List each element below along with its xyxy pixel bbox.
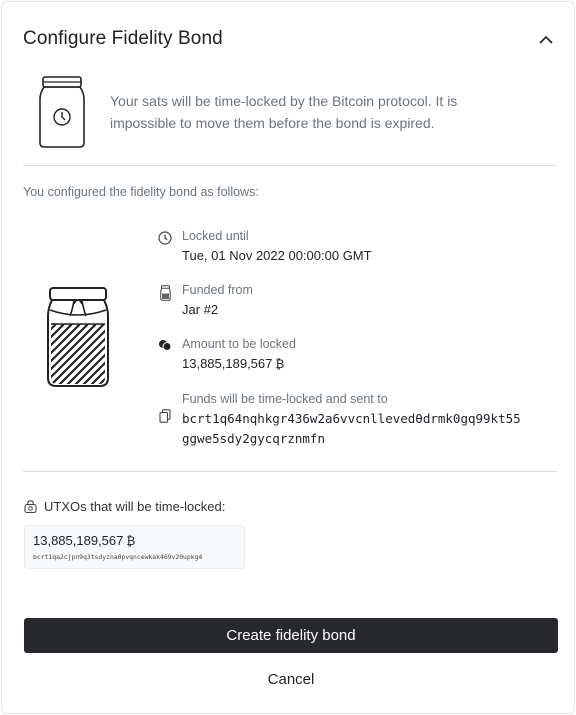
fidelity-bond-card (1, 1, 575, 714)
bitcoin-unit: ₿ (275, 357, 285, 371)
locked-until-value: Tue, 01 Nov 2022 00:00:00 GMT (182, 248, 372, 263)
destination-label: Funds will be time-locked and sent to (182, 392, 388, 406)
chevron-up-icon (539, 35, 553, 44)
create-fidelity-bond-button[interactable]: Create fidelity bond (24, 618, 558, 653)
detail-destination (156, 391, 521, 448)
divider (23, 471, 557, 472)
clipboard-icon[interactable] (159, 409, 171, 423)
lock-icon (24, 500, 37, 513)
detail-funded-from (156, 282, 253, 320)
detail-amount (156, 336, 296, 374)
summary-label: You configured the fidelity bond as follows: (23, 185, 259, 199)
clock-icon (158, 231, 172, 245)
coins-icon (158, 339, 172, 351)
amount-value: 13,885,189,567 (182, 356, 273, 371)
utxo-label-text: UTXOs that will be time-locked: (44, 499, 226, 514)
utxo-amount-row (33, 532, 236, 550)
detail-locked-until (156, 228, 372, 266)
destination-address-line2[interactable]: ggwe5sdy2gycqrznmfn (182, 430, 325, 446)
amount-label: Amount to be locked (182, 337, 296, 351)
utxo-section-label (24, 499, 225, 514)
utxo-address: bcrt1qa2cjpn9q3tsdyzna0pvqncewkak469v20upkg4 (33, 553, 203, 561)
jar-clock-icon (38, 75, 86, 149)
card-title: Configure Fidelity Bond (23, 28, 223, 49)
intro-text: Your sats will be time-locked by the Bitcoin protocol. It is impossible to move them before the bond is expired. (110, 93, 458, 131)
jar-small-icon (160, 285, 171, 301)
locked-until-label: Locked until (182, 229, 249, 243)
collapse-button[interactable] (535, 28, 557, 50)
destination-address-line1[interactable]: bcrt1q64nqhkgr436w2a6vvcnllevedθdrmk0gq99kt55 (182, 411, 521, 426)
funded-from-label: Funded from (182, 283, 253, 297)
divider (23, 165, 557, 166)
utxo-item (24, 525, 245, 569)
utxo-amount: 13,885,189,567 (33, 533, 124, 548)
jar-filled-icon (46, 286, 110, 388)
intro-section (38, 74, 548, 150)
card-header[interactable] (23, 26, 557, 52)
bitcoin-unit: ₿ (126, 534, 136, 548)
funded-from-value: Jar #2 (182, 302, 219, 317)
cancel-button[interactable]: Cancel (24, 664, 558, 694)
amount-value-row (182, 354, 296, 374)
